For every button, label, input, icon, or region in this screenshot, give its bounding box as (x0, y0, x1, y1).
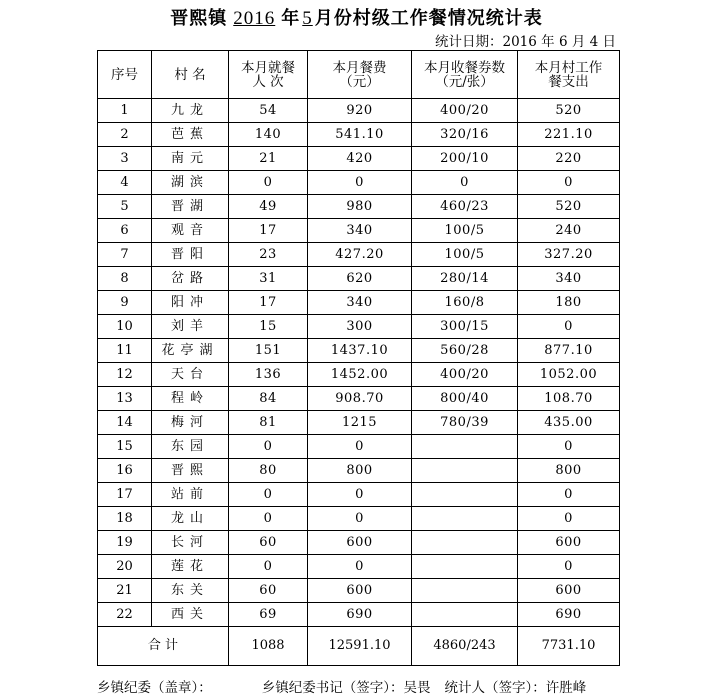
row-expense: 327.20 (518, 243, 620, 267)
footer-committee: 乡镇纪委（盖章）： (97, 680, 212, 696)
row-fee: 1437.10 (308, 339, 412, 363)
header-fee: 本月餐费 （元） (308, 51, 412, 99)
row-expense: 800 (518, 459, 620, 483)
row-count: 60 (229, 579, 308, 603)
row-fee: 980 (308, 195, 412, 219)
row-fee: 300 (308, 315, 412, 339)
row-village-name: 芭蕉 (152, 123, 229, 147)
table-row (98, 363, 620, 387)
row-expense: 520 (518, 195, 620, 219)
row-coupons: 400/20 (412, 99, 518, 123)
table-row (98, 339, 620, 363)
row-no: 10 (98, 315, 152, 339)
row-village-name: 阳冲 (152, 291, 229, 315)
table-row (98, 123, 620, 147)
row-fee: 420 (308, 147, 412, 171)
row-count: 0 (229, 171, 308, 195)
table-row (98, 219, 620, 243)
header-row (98, 51, 620, 99)
row-no: 16 (98, 459, 152, 483)
signature-footer (97, 676, 586, 696)
row-fee: 0 (308, 435, 412, 459)
row-expense: 520 (518, 99, 620, 123)
header-no: 序号 (98, 51, 152, 99)
row-expense: 0 (518, 315, 620, 339)
row-fee: 600 (308, 531, 412, 555)
row-fee: 0 (308, 171, 412, 195)
row-fee: 800 (308, 459, 412, 483)
row-expense: 435.00 (518, 411, 620, 435)
row-expense: 0 (518, 507, 620, 531)
row-coupons (412, 459, 518, 483)
row-coupons (412, 483, 518, 507)
row-count: 17 (229, 219, 308, 243)
row-coupons (412, 603, 518, 627)
row-count: 0 (229, 507, 308, 531)
row-expense: 600 (518, 579, 620, 603)
row-village-name: 长河 (152, 531, 229, 555)
row-expense: 1052.00 (518, 363, 620, 387)
table-row (98, 147, 620, 171)
row-no: 4 (98, 171, 152, 195)
row-no: 11 (98, 339, 152, 363)
row-no: 8 (98, 267, 152, 291)
row-count: 136 (229, 363, 308, 387)
row-expense: 0 (518, 435, 620, 459)
row-count: 23 (229, 243, 308, 267)
row-coupons (412, 435, 518, 459)
row-coupons (412, 579, 518, 603)
row-coupons: 0 (412, 171, 518, 195)
row-expense: 220 (518, 147, 620, 171)
footer-statistician: 统计人（签字）：许胜峰 (444, 680, 587, 696)
row-fee: 427.20 (308, 243, 412, 267)
row-expense: 0 (518, 483, 620, 507)
total-fee: 12591.10 (308, 627, 412, 666)
total-coupons: 4860/243 (412, 627, 518, 666)
row-village-name: 晋熙 (152, 459, 229, 483)
row-village-name: 湖滨 (152, 171, 229, 195)
row-fee: 0 (308, 555, 412, 579)
row-fee: 541.10 (308, 123, 412, 147)
row-village-name: 花亭湖 (152, 339, 229, 363)
row-count: 17 (229, 291, 308, 315)
row-no: 5 (98, 195, 152, 219)
table-row (98, 579, 620, 603)
row-coupons (412, 531, 518, 555)
row-count: 49 (229, 195, 308, 219)
row-count: 84 (229, 387, 308, 411)
row-no: 17 (98, 483, 152, 507)
table-row (98, 483, 620, 507)
row-no: 3 (98, 147, 152, 171)
meal-stats-table (97, 50, 620, 666)
table-row (98, 555, 620, 579)
total-row (98, 627, 620, 666)
row-coupons: 100/5 (412, 243, 518, 267)
table-row (98, 603, 620, 627)
total-count: 1088 (229, 627, 308, 666)
row-expense: 600 (518, 531, 620, 555)
row-coupons: 400/20 (412, 363, 518, 387)
row-fee: 0 (308, 483, 412, 507)
row-village-name: 南元 (152, 147, 229, 171)
row-no: 15 (98, 435, 152, 459)
page-title (0, 4, 713, 30)
row-coupons: 160/8 (412, 291, 518, 315)
table-row (98, 315, 620, 339)
row-count: 21 (229, 147, 308, 171)
row-expense: 0 (518, 171, 620, 195)
table-row (98, 507, 620, 531)
row-expense: 180 (518, 291, 620, 315)
row-fee: 620 (308, 267, 412, 291)
row-coupons: 280/14 (412, 267, 518, 291)
row-coupons: 460/23 (412, 195, 518, 219)
row-count: 15 (229, 315, 308, 339)
row-no: 19 (98, 531, 152, 555)
title-month: 5 (302, 8, 313, 29)
row-coupons: 100/5 (412, 219, 518, 243)
row-count: 81 (229, 411, 308, 435)
row-coupons: 780/39 (412, 411, 518, 435)
row-expense: 240 (518, 219, 620, 243)
title-prefix: 晋熙镇 (170, 8, 228, 29)
row-village-name: 天台 (152, 363, 229, 387)
row-fee: 920 (308, 99, 412, 123)
row-count: 60 (229, 531, 308, 555)
row-village-name: 岔路 (152, 267, 229, 291)
row-count: 31 (229, 267, 308, 291)
row-count: 80 (229, 459, 308, 483)
row-expense: 221.10 (518, 123, 620, 147)
row-no: 7 (98, 243, 152, 267)
row-coupons: 800/40 (412, 387, 518, 411)
row-village-name: 刘羊 (152, 315, 229, 339)
row-no: 21 (98, 579, 152, 603)
title-year-suffix: 年 (281, 8, 301, 29)
row-coupons: 560/28 (412, 339, 518, 363)
row-count: 54 (229, 99, 308, 123)
row-village-name: 程岭 (152, 387, 229, 411)
row-fee: 1215 (308, 411, 412, 435)
row-fee: 908.70 (308, 387, 412, 411)
table-row (98, 435, 620, 459)
row-fee: 340 (308, 291, 412, 315)
row-coupons: 320/16 (412, 123, 518, 147)
row-fee: 690 (308, 603, 412, 627)
row-expense: 340 (518, 267, 620, 291)
row-expense: 0 (518, 555, 620, 579)
row-count: 0 (229, 435, 308, 459)
row-fee: 600 (308, 579, 412, 603)
row-village-name: 晋湖 (152, 195, 229, 219)
row-coupons: 200/10 (412, 147, 518, 171)
row-no: 13 (98, 387, 152, 411)
row-village-name: 东园 (152, 435, 229, 459)
header-coupons: 本月收餐券数 （元/张） (412, 51, 518, 99)
footer-secretary: 乡镇纪委书记（签字）：吴畏 (261, 680, 431, 696)
row-no: 20 (98, 555, 152, 579)
row-fee: 0 (308, 507, 412, 531)
table-row (98, 459, 620, 483)
total-label: 合 计 (98, 627, 229, 666)
header-expense: 本月村工作 餐支出 (518, 51, 620, 99)
table-body (98, 99, 620, 627)
row-village-name: 龙山 (152, 507, 229, 531)
row-village-name: 观音 (152, 219, 229, 243)
row-no: 6 (98, 219, 152, 243)
total-expense: 7731.10 (518, 627, 620, 666)
row-expense: 690 (518, 603, 620, 627)
row-count: 140 (229, 123, 308, 147)
row-village-name: 西关 (152, 603, 229, 627)
row-village-name: 晋阳 (152, 243, 229, 267)
row-no: 22 (98, 603, 152, 627)
table-row (98, 411, 620, 435)
table-row (98, 171, 620, 195)
row-no: 9 (98, 291, 152, 315)
table-row (98, 291, 620, 315)
row-village-name: 九龙 (152, 99, 229, 123)
row-no: 14 (98, 411, 152, 435)
header-count: 本月就餐 人 次 (229, 51, 308, 99)
row-expense: 877.10 (518, 339, 620, 363)
row-no: 2 (98, 123, 152, 147)
table-row (98, 99, 620, 123)
row-coupons (412, 555, 518, 579)
row-no: 12 (98, 363, 152, 387)
row-fee: 340 (308, 219, 412, 243)
title-suffix: 月份村级工作餐情况统计表 (314, 8, 543, 29)
row-count: 0 (229, 555, 308, 579)
row-count: 151 (229, 339, 308, 363)
row-count: 69 (229, 603, 308, 627)
row-village-name: 梅河 (152, 411, 229, 435)
table-row (98, 267, 620, 291)
table-row (98, 243, 620, 267)
table-row (98, 531, 620, 555)
stat-date: 统计日期：2016 年 6 月 4 日 (435, 34, 616, 50)
row-no: 18 (98, 507, 152, 531)
row-no: 1 (98, 99, 152, 123)
table-row (98, 387, 620, 411)
row-village-name: 莲花 (152, 555, 229, 579)
row-village-name: 东关 (152, 579, 229, 603)
table-row (98, 195, 620, 219)
title-year: 2016 (233, 8, 276, 29)
row-fee: 1452.00 (308, 363, 412, 387)
row-expense: 108.70 (518, 387, 620, 411)
row-village-name: 站前 (152, 483, 229, 507)
row-coupons (412, 507, 518, 531)
header-village: 村 名 (152, 51, 229, 99)
row-count: 0 (229, 483, 308, 507)
row-coupons: 300/15 (412, 315, 518, 339)
